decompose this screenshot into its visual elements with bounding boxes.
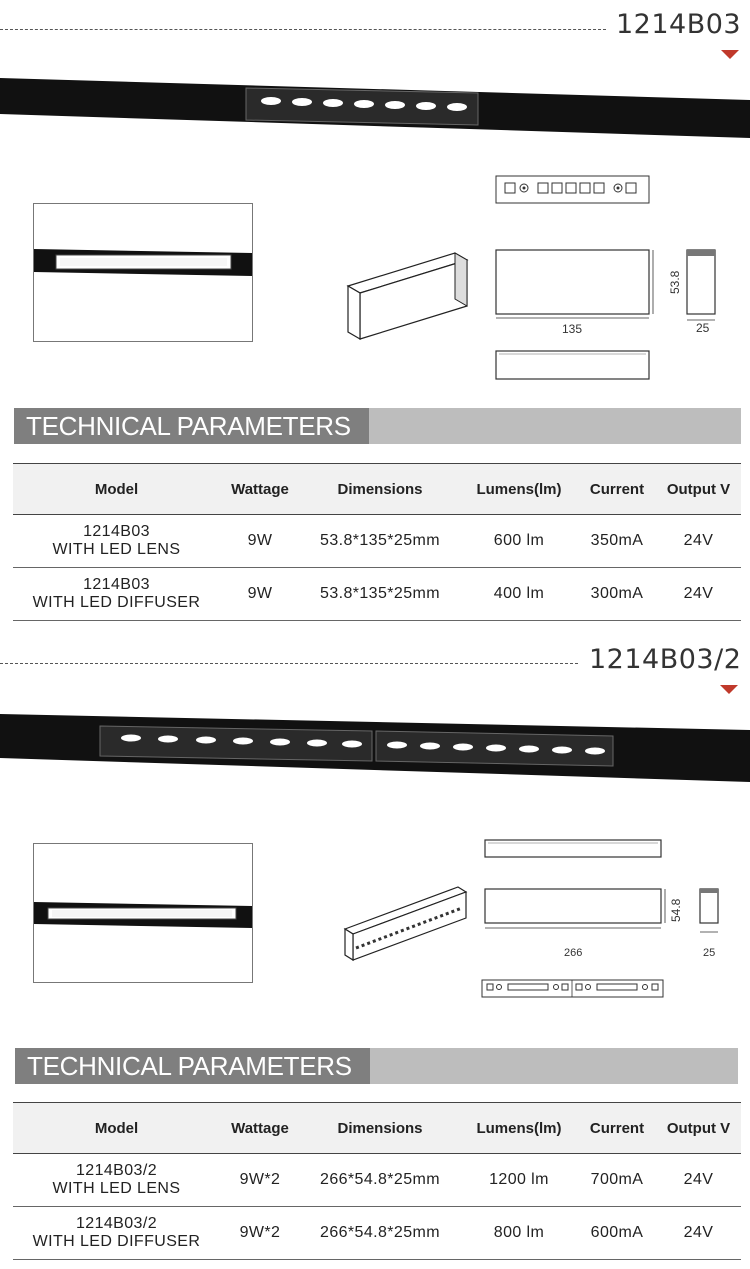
model-cell: 1214B03/2 WITH LED DIFFUSER (13, 1207, 220, 1260)
column-header: Output V (656, 464, 741, 515)
current-cell: 300mA (578, 568, 656, 621)
model-cell: 1214B03 WITH LED LENS (13, 515, 220, 568)
model-code: 1214B03 (616, 9, 742, 40)
wattage-cell: 9W (220, 568, 300, 621)
section-divider (0, 29, 606, 30)
dimensions-cell: 266*54.8*25mm (300, 1154, 460, 1207)
column-header: Model (13, 464, 220, 515)
dimensions-cell: 266*54.8*25mm (300, 1207, 460, 1260)
dimensions-cell: 53.8*135*25mm (300, 515, 460, 568)
model-cell: 1214B03/2 WITH LED LENS (13, 1154, 220, 1207)
current-cell: 600mA (578, 1207, 656, 1260)
section-header-title: TECHNICAL PARAMETERS (27, 1051, 352, 1081)
column-header: Model (13, 1103, 220, 1154)
isometric-drawing (340, 884, 475, 964)
dimension-length: 266 (564, 947, 583, 959)
parameters-table (13, 1102, 741, 1260)
technical-drawing (490, 170, 720, 385)
marker-icon (721, 50, 739, 59)
dimension-height: 53.8 (668, 270, 682, 294)
section-divider (0, 663, 578, 664)
current-cell: 700mA (578, 1154, 656, 1207)
section-header-title: TECHNICAL PARAMETERS (26, 411, 351, 441)
product-inset-photo (33, 203, 253, 342)
output-cell: 24V (656, 568, 741, 621)
column-header: Lumens(lm) (460, 1103, 578, 1154)
lumens-cell: 400 lm (460, 568, 578, 621)
wattage-cell: 9W*2 (220, 1154, 300, 1207)
dimension-depth: 25 (696, 321, 710, 335)
column-header: Current (578, 1103, 656, 1154)
lumens-cell: 600 lm (460, 515, 578, 568)
product-inset-photo (33, 843, 253, 983)
wattage-cell: 9W*2 (220, 1207, 300, 1260)
output-cell: 24V (656, 1207, 741, 1260)
column-header: Wattage (220, 1103, 300, 1154)
current-cell: 350mA (578, 515, 656, 568)
output-cell: 24V (656, 515, 741, 568)
table-row (13, 515, 741, 568)
model-cell: 1214B03 WITH LED DIFFUSER (13, 568, 220, 621)
dimensions-cell: 53.8*135*25mm (300, 568, 460, 621)
lumens-cell: 1200 lm (460, 1154, 578, 1207)
column-header: Output V (656, 1103, 741, 1154)
dimension-height: 54.8 (669, 898, 683, 922)
table-header-row (13, 464, 741, 515)
table-header-row (13, 1103, 741, 1154)
track-light-photo (0, 714, 750, 784)
marker-icon (720, 685, 738, 694)
isometric-drawing (340, 248, 475, 348)
column-header: Dimensions (300, 464, 460, 515)
parameters-table (13, 463, 741, 621)
dimension-length: 135 (562, 322, 583, 336)
track-light-photo (0, 78, 750, 140)
table-row (13, 1207, 741, 1260)
column-header: Current (578, 464, 656, 515)
column-header: Dimensions (300, 1103, 460, 1154)
table-row (13, 1154, 741, 1207)
section-header (15, 1048, 738, 1084)
section-header (14, 408, 741, 444)
technical-drawing (478, 835, 723, 1005)
output-cell: 24V (656, 1154, 741, 1207)
table-row (13, 568, 741, 621)
column-header: Lumens(lm) (460, 464, 578, 515)
wattage-cell: 9W (220, 515, 300, 568)
lumens-cell: 800 lm (460, 1207, 578, 1260)
model-code: 1214B03/2 (589, 644, 742, 675)
dimension-depth: 25 (703, 947, 716, 959)
column-header: Wattage (220, 464, 300, 515)
